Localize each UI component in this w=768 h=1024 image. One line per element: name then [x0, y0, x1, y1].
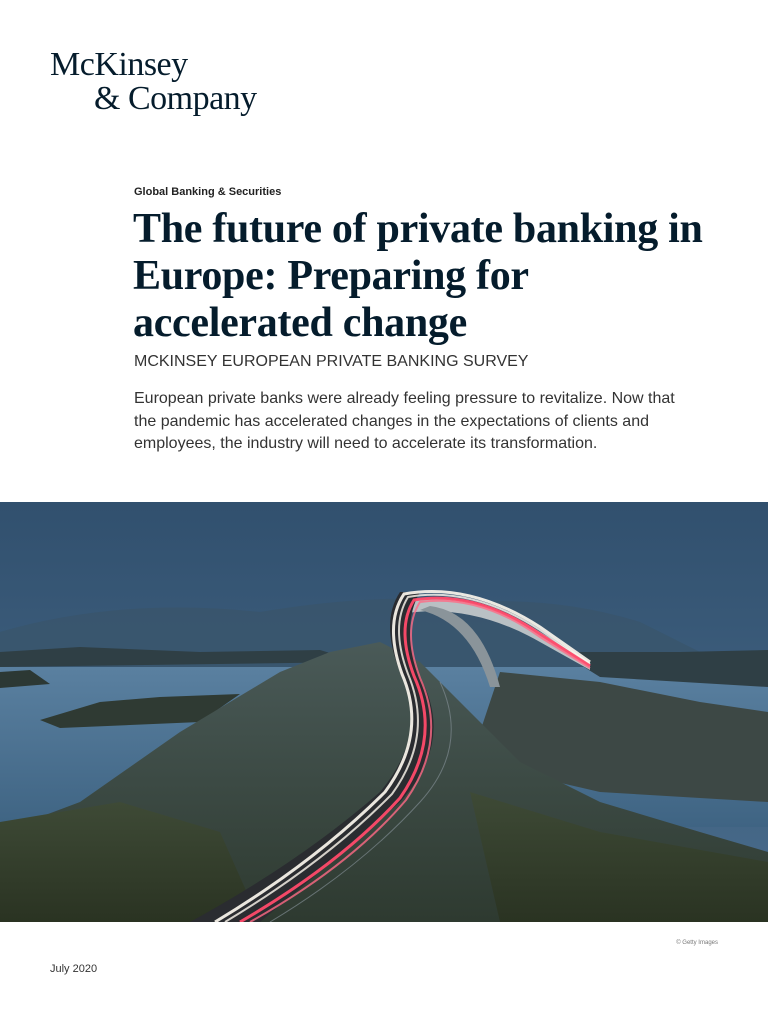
article-summary: European private banks were already feeling pressure to revitalize. Now that the pandemic has accelerated changes in the expectations of clients and employees, the industry will need to accelerate its transformation. [134, 390, 675, 452]
mckinsey-logo [50, 48, 257, 116]
article-title: The future of private banking in Europe: Preparing for accelerated change [133, 206, 703, 346]
article-category: Global Banking & Securities [134, 186, 282, 198]
logo-line-2: & Company [94, 80, 257, 117]
image-credit: © Getty Images [676, 940, 718, 946]
publication-date: July 2020 [50, 963, 98, 975]
hero-illustration [0, 502, 768, 922]
logo-line-1: McKinsey [50, 46, 188, 83]
hero-image [0, 502, 768, 922]
article-subtitle: MCKINSEY EUROPEAN PRIVATE BANKING SURVEY [134, 353, 529, 370]
